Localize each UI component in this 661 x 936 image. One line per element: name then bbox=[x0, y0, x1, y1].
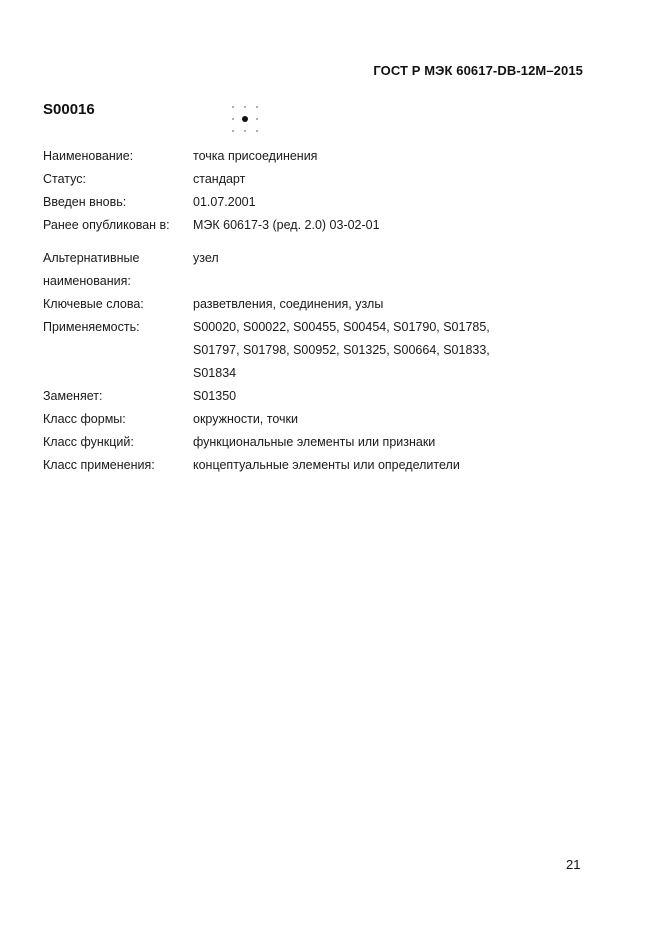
property-value bbox=[193, 431, 563, 454]
property-value-line: S00020, S00022, S00455, S00454, S01790, S01785, bbox=[193, 320, 490, 334]
property-label-line: наименования: bbox=[43, 274, 131, 288]
property-value bbox=[193, 168, 563, 191]
property-label: Ключевые слова: bbox=[43, 297, 144, 311]
property-label: Введен вновь: bbox=[43, 195, 127, 209]
property-value bbox=[193, 247, 563, 270]
property-value-line: S01350 bbox=[193, 389, 237, 403]
property-label bbox=[43, 247, 193, 293]
property-label-line: Альтернативные bbox=[43, 251, 140, 265]
property-row-function-class bbox=[43, 431, 563, 454]
property-value-line: окружности, точки bbox=[193, 412, 298, 426]
property-row-name bbox=[43, 145, 563, 168]
page-number: 21 bbox=[566, 857, 581, 872]
property-value bbox=[193, 316, 563, 385]
property-row-introduced bbox=[43, 191, 563, 214]
property-label: Статус: bbox=[43, 172, 86, 186]
property-label: Класс формы: bbox=[43, 412, 126, 426]
property-label: Класс применения: bbox=[43, 458, 155, 472]
property-row-application-class bbox=[43, 454, 563, 477]
property-value-line: МЭК 60617-3 (ред. 2.0) 03-02-01 bbox=[193, 218, 380, 232]
property-value-line: разветвления, соединения, узлы bbox=[193, 297, 384, 311]
document-standard-header: ГОСТ Р МЭК 60617-DB-12M–2015 bbox=[373, 63, 583, 78]
property-value bbox=[193, 214, 563, 237]
property-value bbox=[193, 454, 563, 477]
property-value bbox=[193, 293, 563, 316]
property-value bbox=[193, 191, 563, 214]
property-label: Ранее опубликован в: bbox=[43, 218, 170, 232]
property-row-alternative-names bbox=[43, 247, 563, 293]
property-row-applicability bbox=[43, 316, 563, 385]
property-row-replaces bbox=[43, 385, 563, 408]
property-value-line: узел bbox=[193, 251, 219, 265]
property-value-line: стандарт bbox=[193, 172, 246, 186]
property-label: Наименование: bbox=[43, 149, 134, 163]
property-value bbox=[193, 385, 563, 408]
property-value-line: S01797, S01798, S00952, S01325, S00664, S01833, bbox=[193, 343, 490, 357]
property-value-line: концептуальные элементы или определители bbox=[193, 458, 460, 472]
property-label: Применяемость: bbox=[43, 320, 140, 334]
symbol-code-heading: S00016 bbox=[43, 101, 95, 118]
property-row-shape-class bbox=[43, 408, 563, 431]
property-value-line: S01834 bbox=[193, 366, 237, 380]
property-value-line: 01.07.2001 bbox=[193, 195, 256, 209]
property-row-keywords bbox=[43, 293, 563, 316]
property-label: Класс функций: bbox=[43, 435, 134, 449]
property-label: Заменяет: bbox=[43, 389, 103, 403]
property-row-status bbox=[43, 168, 563, 191]
property-value-line: точка присоединения bbox=[193, 149, 318, 163]
property-value bbox=[193, 408, 563, 431]
property-value-line: функциональные элементы или признаки bbox=[193, 435, 436, 449]
connection-point-dot-icon bbox=[231, 105, 259, 133]
property-row-previously-published bbox=[43, 214, 563, 237]
property-value bbox=[193, 145, 563, 168]
symbol-properties-list bbox=[43, 145, 563, 477]
